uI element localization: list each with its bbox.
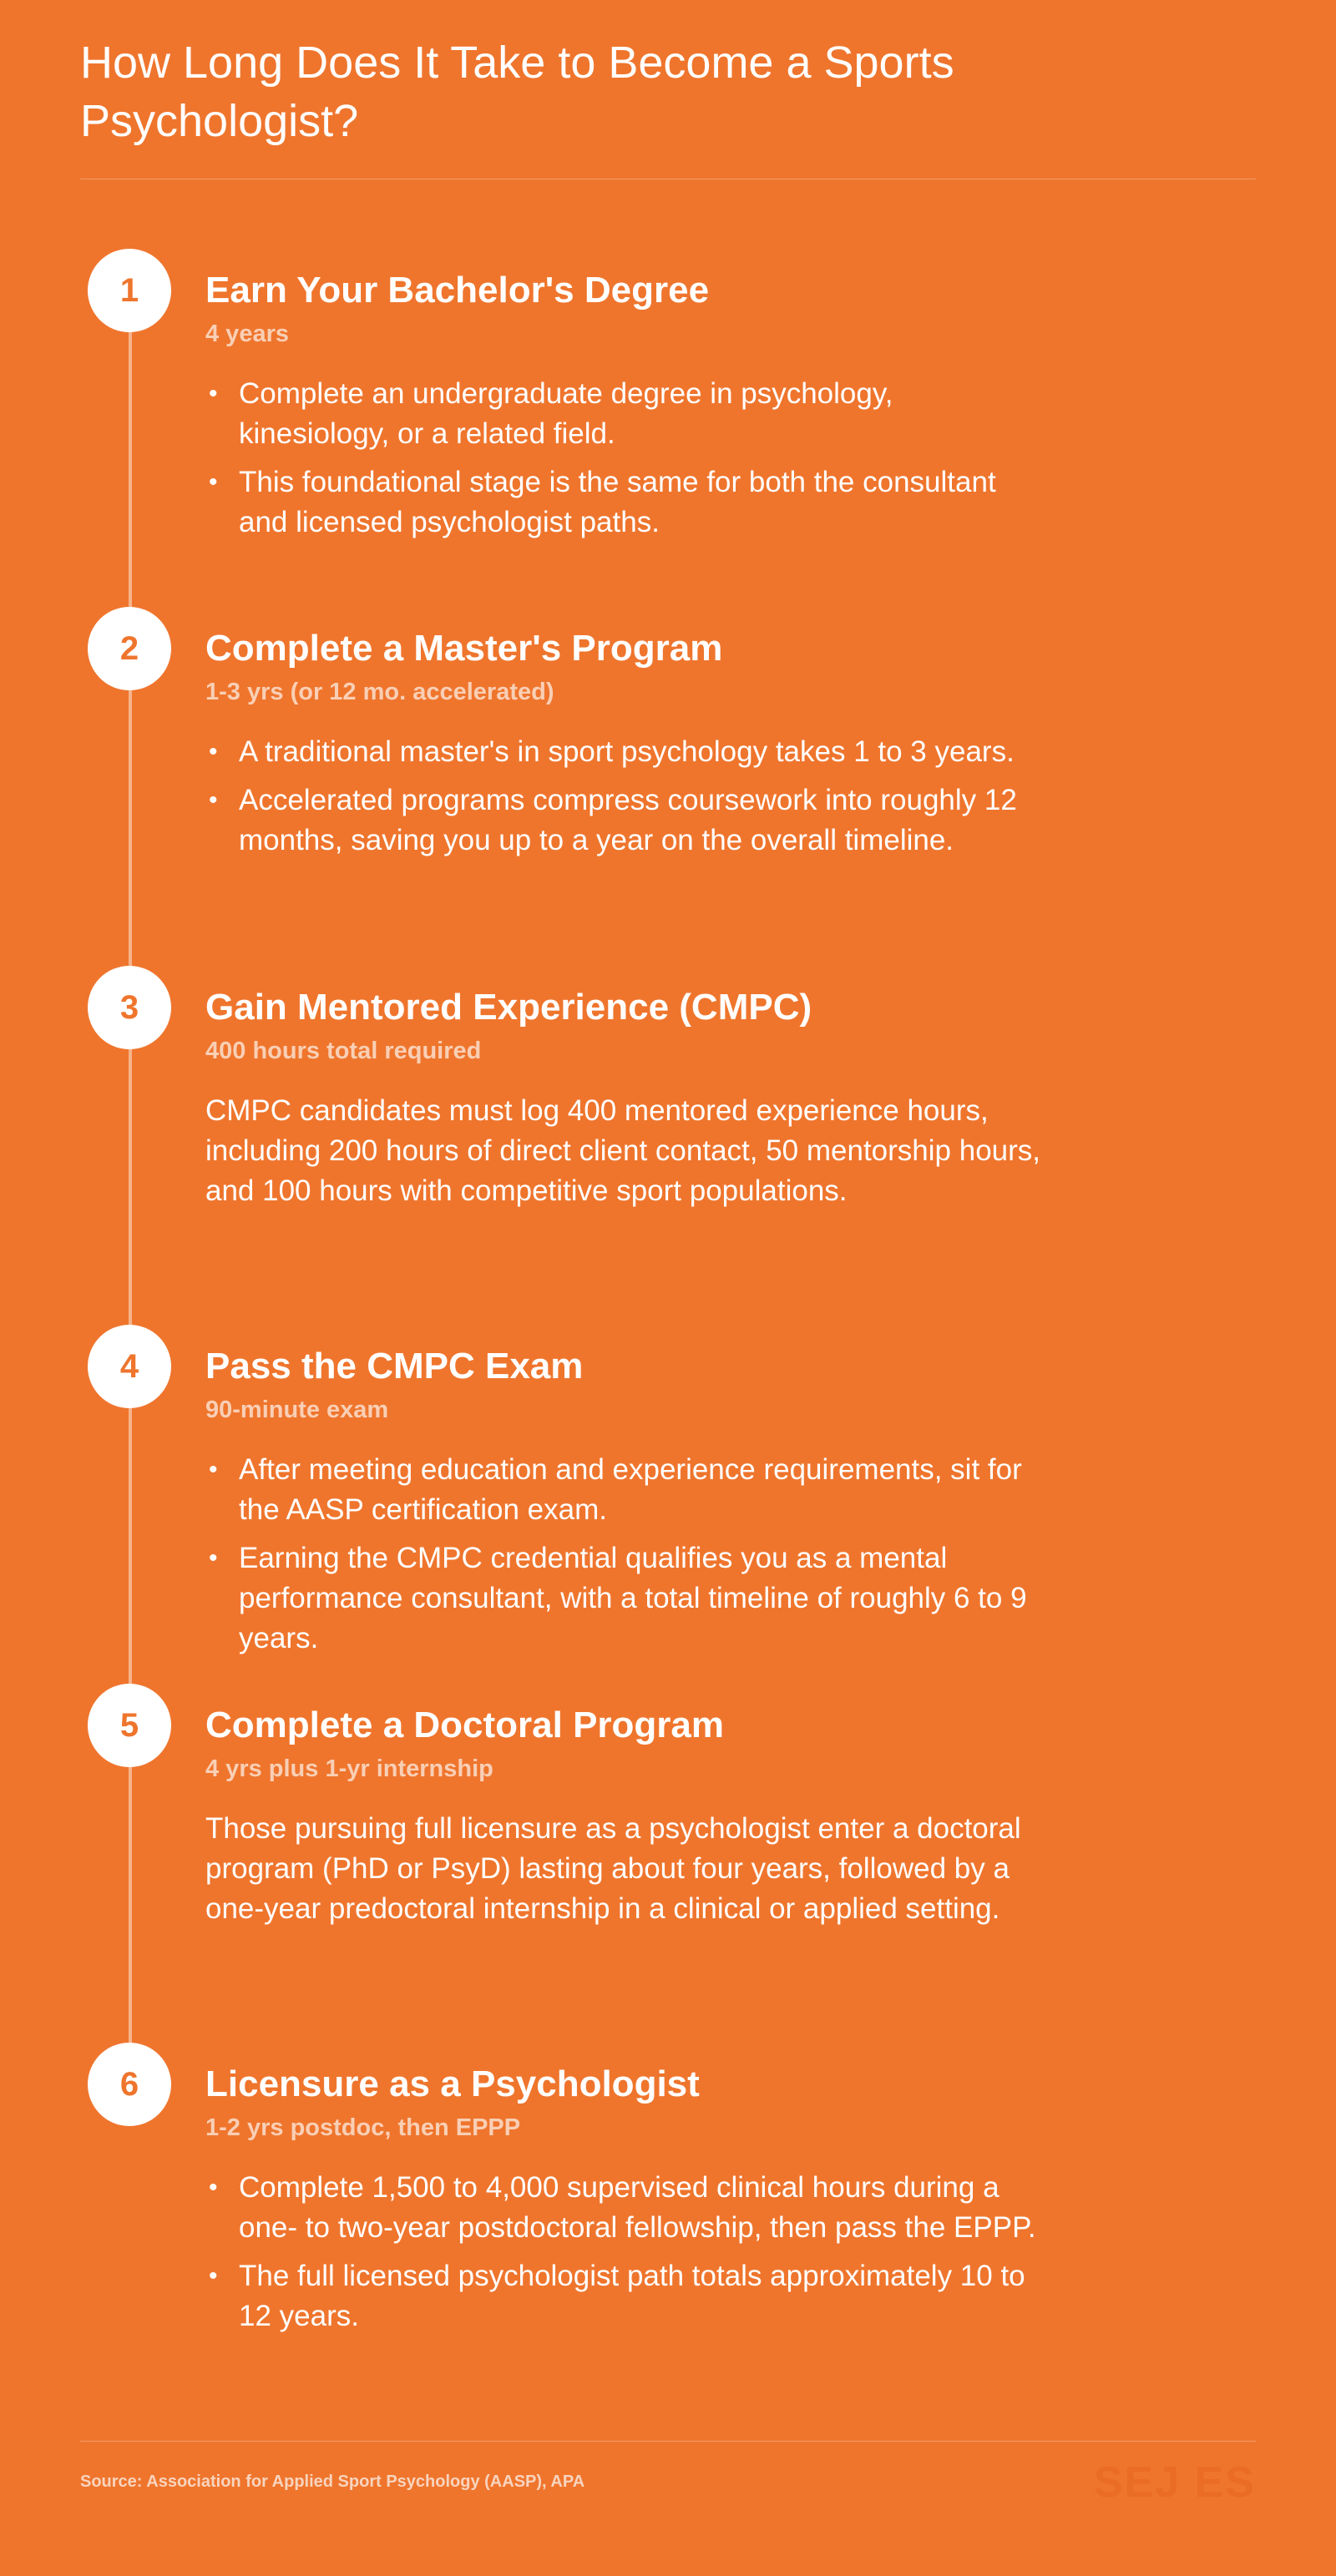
step-duration: 400 hours total required bbox=[205, 1038, 482, 1064]
step-number-badge: 2 bbox=[88, 607, 171, 690]
step-title: Pass the CMPC Exam bbox=[205, 1346, 584, 1386]
step-number-badge: 5 bbox=[88, 1684, 171, 1767]
step-number-badge: 4 bbox=[88, 1325, 171, 1408]
bullet-item bbox=[205, 1538, 1040, 1659]
brand-watermark: SEJ ES bbox=[1093, 2458, 1256, 2507]
bullet-item bbox=[205, 2168, 1040, 2248]
step-2 bbox=[205, 627, 1074, 869]
step-bullets bbox=[205, 374, 1040, 543]
step-duration: 90-minute exam bbox=[205, 1397, 389, 1423]
bullet-item bbox=[205, 732, 1040, 772]
step-5 bbox=[205, 1704, 1074, 1929]
step-duration: 4 yrs plus 1-yr internship bbox=[205, 1755, 493, 1782]
bullet-text: After meeting education and experience requirements, sit for the AASP certification exam. bbox=[239, 1453, 1022, 1526]
bullet-icon: • bbox=[209, 738, 218, 765]
bullet-icon: • bbox=[209, 2262, 218, 2290]
step-number-badge: 3 bbox=[88, 966, 171, 1049]
page-title: How Long Does It Take to Become a Sports Psychologist? bbox=[80, 38, 954, 146]
bullet-text: Complete an undergraduate degree in psychology, kinesiology, or a related field. bbox=[239, 377, 893, 450]
bullet-item bbox=[205, 374, 1040, 454]
step-duration: 4 years bbox=[205, 321, 289, 347]
step-duration: 1-2 yrs postdoc, then EPPP bbox=[205, 2114, 521, 2141]
bullet-item bbox=[205, 1450, 1040, 1530]
step-bullets bbox=[205, 2168, 1040, 2336]
step-bullets bbox=[205, 732, 1040, 861]
bullet-icon: • bbox=[209, 786, 218, 814]
bullet-item bbox=[205, 462, 1040, 543]
step-number-badge: 6 bbox=[88, 2043, 171, 2126]
step-description: Those pursuing full licensure as a psychologist enter a doctoral program (PhD or PsyD) lasting about four years, followed by a one-year predoctoral internship in a clinical or applied setting. bbox=[205, 1812, 1021, 1925]
step-title: Earn Your Bachelor's Degree bbox=[205, 270, 710, 311]
bullet-text: The full licensed psychologist path totals approximately 10 to 12 years. bbox=[239, 2260, 1025, 2332]
bullet-text: Accelerated programs compress coursework into roughly 12 months, saving you up to a year on the overall timeline. bbox=[239, 784, 1017, 856]
bullet-item bbox=[205, 2256, 1040, 2336]
step-1 bbox=[205, 269, 1074, 551]
step-number-badge: 1 bbox=[88, 249, 171, 332]
bullet-icon: • bbox=[209, 2174, 218, 2201]
step-description: CMPC candidates must log 400 mentored experience hours, including 200 hours of direct client contact, 50 mentorship hours, and 100 hours with competitive sport populations. bbox=[205, 1094, 1041, 1207]
footer-divider bbox=[80, 2441, 1256, 2442]
bullet-icon: • bbox=[209, 1544, 218, 1572]
bullet-item bbox=[205, 780, 1040, 861]
step-title: Complete a Master's Program bbox=[205, 628, 723, 669]
bullet-text: A traditional master's in sport psychology takes 1 to 3 years. bbox=[239, 735, 1015, 768]
step-title: Licensure as a Psychologist bbox=[205, 2063, 700, 2104]
step-bullets bbox=[205, 1450, 1040, 1659]
bullet-text: Earning the CMPC credential qualifies you as a mental performance consultant, with a total timeline of roughly 6 to 9 years. bbox=[239, 1542, 1027, 1654]
step-duration: 1-3 yrs (or 12 mo. accelerated) bbox=[205, 679, 554, 705]
bullet-icon: • bbox=[209, 1456, 218, 1483]
step-3 bbox=[205, 986, 1074, 1211]
timeline-line bbox=[129, 292, 132, 2087]
source-citation: Source: Association for Applied Sport Psychology (AASP), APA bbox=[80, 2472, 585, 2491]
step-4 bbox=[205, 1345, 1074, 1667]
bullet-text: This foundational stage is the same for both the consultant and licensed psychologist paths. bbox=[239, 466, 996, 538]
step-title: Complete a Doctoral Program bbox=[205, 1705, 725, 1745]
bullet-icon: • bbox=[209, 468, 218, 496]
bullet-text: Complete 1,500 to 4,000 supervised clinical hours during a one- to two-year postdoctoral fellowship, then pass the EPPP. bbox=[239, 2171, 1036, 2244]
bullet-icon: • bbox=[209, 380, 218, 407]
step-6 bbox=[205, 2063, 1074, 2345]
step-title: Gain Mentored Experience (CMPC) bbox=[205, 987, 812, 1028]
